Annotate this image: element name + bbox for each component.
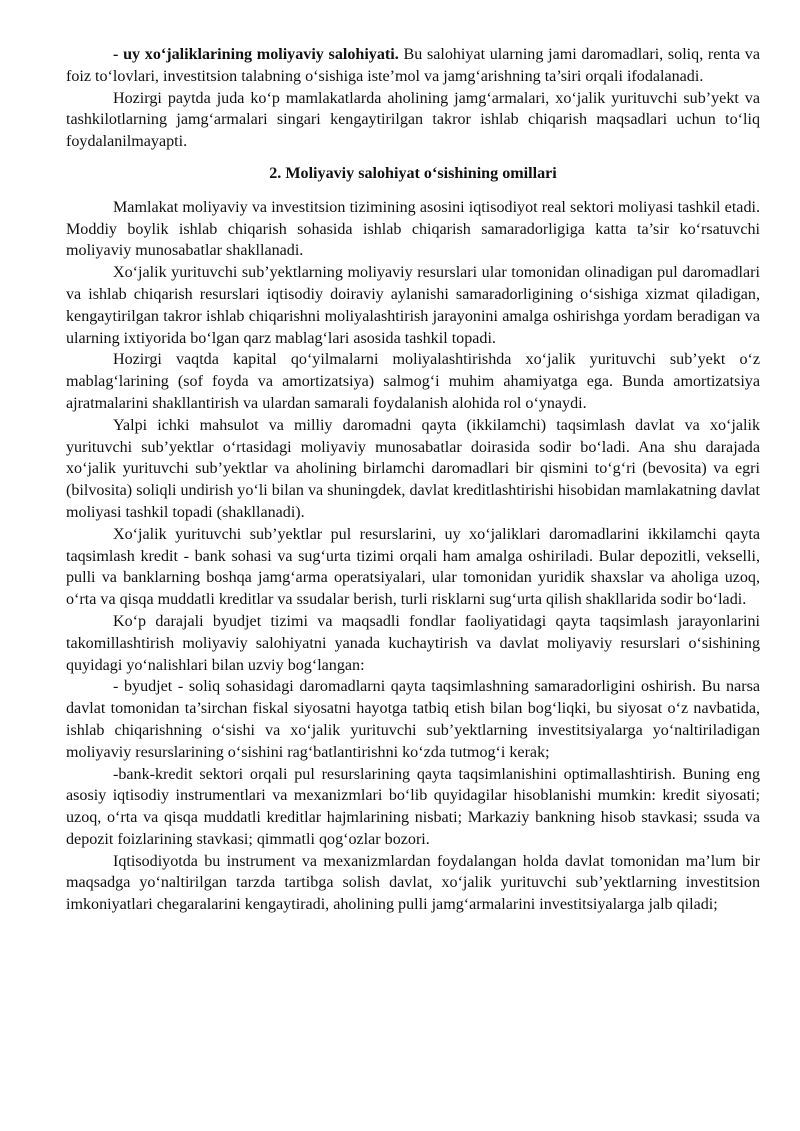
paragraph: Iqtisodiyotda bu instrument va mexanizmlardan foydalangan holda davlat tomonidan ma’lum bir maqsadga yo‘naltirilgan tarzda tartibga solish davlat, xo‘jalik yurituvchi sub’yektlarning investitsion imkoniyatlari chegaralarini kengaytiradi, aholining pulli jamg‘armalarini investitsiyalarga jalb qiladi;: [66, 852, 760, 914]
paragraph-text: Bu salohiyat ularning jami daromadlari, soliq, renta va foiz to‘lovlari, investitsion talabning o‘sishiga iste’mol va jamg‘arishning ta’siri orqali ifodalanadi.: [66, 46, 760, 85]
paragraph: Yalpi ichki mahsulot va milliy daromadni qayta (ikkilamchi) taqsimlash davlat va xo‘jalik yurituvchi sub’yektlar o‘rtasidagi moliyaviy munosabatlar doirasida sodir bo‘ladi. Ana shu darajada xo‘jalik yurituvchi sub’yektlar va aholining birlamchi daromadlari bir qismini to‘g‘ri (bevosita) va egri (bilvosita) soliqli undirish yo‘li bilan va shuningdek, davlat kreditlashtirishi hisobidan mamlakatning davlat moliyasi tashkil topadi (shakllanadi).: [66, 416, 760, 521]
paragraph: Xo‘jalik yurituvchi sub’yektlar pul resurslarini, uy xo‘jaliklari daromadlarini ikkilamchi qayta taqsimlash kredit - bank sohasi va sug‘urta tizimi orqali ham amalga oshiriladi. Bular depozitli, vekselli, pulli va banklarning boshqa jamg‘arma operatsiyalari, ular tomonidan yuridik shaxslar va aholiga uzoq, o‘rta va qisqa muddatli kreditlar va ssudalar berish, turli risklarni sug‘urta qilish shakllarida sodir bo‘ladi.: [66, 525, 760, 609]
list-item-bank-credit: -bank-kredit sektori orqali pul resurslarining qayta taqsimlanishini optimallashtirish. Buning eng asosiy iqtisodiy instrumentlari va mexanizmlari bo‘lib quyidagilar hisoblanishi mumkin: kredit siyosati; uzoq, o‘rta va qisqa muddatli kreditlar hajmlarining nisbati; Markaziy bankning hisob stavkasi; ssuda va depozit foizlarining stavkasi; qimmatli qog‘ozlar bozori.: [66, 765, 760, 848]
paragraph-household-potential: [66, 44, 760, 88]
paragraph: Mamlakat moliyaviy va investitsion tizimining asosini iqtisodiyot real sektori moliyasi tashkil etadi. Moddiy boylik ishlab chiqarish sohasida ishlab chiqarish samaradorligiga katta ta’sir ko‘rsatuvchi moliyaviy munosabatlar shakllanadi.: [66, 198, 760, 260]
document-page: [66, 44, 760, 916]
paragraph: Hozirgi paytda juda ko‘p mamlakatlarda aholining jamg‘armalari, xo‘jalik yurituvchi sub’yekt va tashkilotlarning jamg‘armalari singari kengaytirilgan takror ishlab chiqarish maqsadlari uchun to‘liq foydalanilmayapti.: [66, 89, 760, 151]
paragraph-lead-bold: - uy xo‘jaliklarining moliyaviy salohiyati.: [113, 46, 399, 63]
section-heading: 2. Moliyaviy salohiyat o‘sishining omillari: [269, 164, 557, 182]
list-item-budget-tax: - byudjet - soliq sohasidagi daromadlarni qayta taqsimlashning samaradorligini oshirish. Bu narsa davlat tomonidan ta’sirchan fiskal siyosatni hayotga tatbiq etish bilan bog‘liqki, bu siyosat o‘z navbatida, ishlab chiqarishning o‘sishi va xo‘jalik yurituvchi sub’yektlarning investitsiyalarga yo‘naltiriladigan moliyaviy resurslarining o‘sishini rag‘batlantirishni ko‘zda tutmog‘i kerak;: [66, 678, 760, 761]
paragraph: Hozirgi vaqtda kapital qo‘yilmalarni moliyalashtirishda xo‘jalik yurituvchi sub’yekt o‘z mablag‘larining (sof foyda va amortizatsiya) salmog‘i muhim ahamiyatga ega. Bunda amortizatsiya ajratmalarini shakllantirish va ulardan samarali foydalanish alohida rol o‘ynaydi.: [66, 351, 760, 412]
paragraph: Xo‘jalik yurituvchi sub’yektlarning moliyaviy resurslari ular tomonidan olinadigan pul daromadlari va ishlab chiqarish resurslari iqtisodiy doiraviy aylanishi samaradorligining o‘sishiga xizmat qiladigan, kengaytirilgan takror ishlab chiqarishni moliyalashtirish jarayonini amalga oshirishga yordam beradigan va ularning ixtiyorida bo‘lgan qarz mablag‘lari asosida tashkil topadi.: [66, 264, 760, 347]
paragraph: Ko‘p darajali byudjet tizimi va maqsadli fondlar faoliyatidagi qayta taqsimlash jarayonlarini takomillashtirish moliyaviy salohiyatni yanada kuchaytirish va davlat moliyaviy resurslari o‘sishining quyidagi yo‘nalishlari bilan uzviy bog‘langan:: [66, 612, 760, 674]
